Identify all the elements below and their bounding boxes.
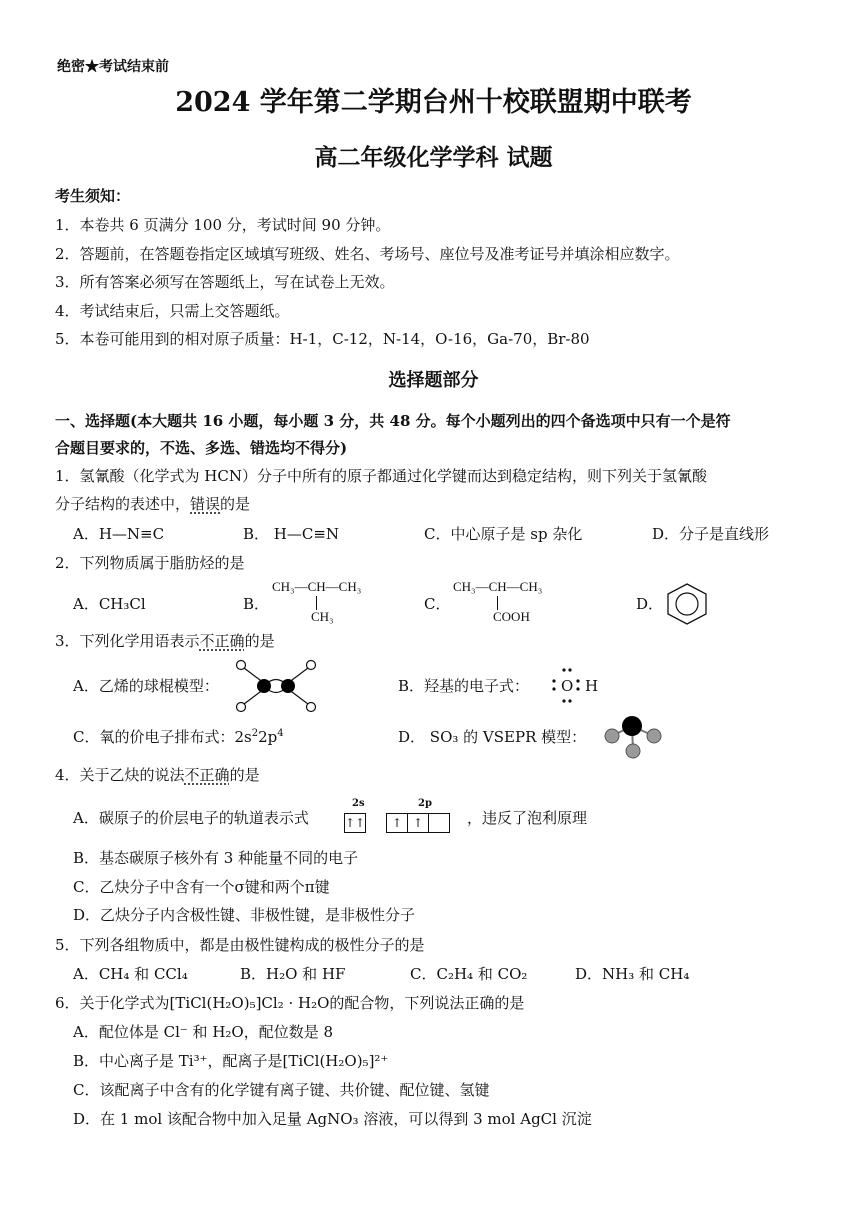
q4-option-a-tail: ，违反了泡利原理 (467, 809, 588, 827)
section-intro: 一、选择题(本大题共 16 小题，每小题 3 分，共 48 分。每个小题列出的四个备选项中只有一个是符 (55, 412, 731, 430)
bond-line (497, 596, 498, 610)
orbital-box-2p: ↑ ↑ (387, 812, 450, 833)
q1-option-b: B． H—C≡N (243, 525, 340, 543)
q6-option-d: D．在 1 mol 该配合物中加入足量 AgNO₃ 溶液，可以得到 3 mol AgCl 沉淀 (73, 1110, 592, 1128)
q1-option-a: A．H—N≡C (73, 525, 165, 543)
emphasis: 不正确 (199, 632, 245, 650)
ethylene-ball-stick-icon (232, 654, 320, 718)
q2-b-structure-top: CH₃—CH—CH₃ (272, 579, 362, 594)
orbital-label-2s: 2s (352, 798, 365, 809)
oxygen-symbol: O (561, 677, 574, 695)
notice-item: 4．考试结束后，只需上交答题纸。 (55, 302, 290, 320)
question-2-stem: 2．下列物质属于脂肪烃的是 (55, 554, 245, 572)
q3-option-d: D． SO₃ 的 VSEPR 模型： (398, 728, 587, 746)
q2-c-structure-top: CH₃—CH—CH₃ (453, 579, 543, 594)
q2-option-c: C． (424, 595, 451, 613)
notice-item: 2．答题前，在答题卷指定区域填写班级、姓名、考场号、座位号及准考证号并填涂相应数字。 (55, 245, 680, 263)
q1-option-d: D．分子是直线形 (652, 525, 770, 543)
question-6-stem: 6．关于化学式为[TiCl(H₂O)₅]Cl₂ · H₂O的配合物，下列说法正确的是 (55, 994, 525, 1012)
bond-line (316, 596, 317, 610)
q5-option-a: A．CH₄ 和 CCl₄ (73, 965, 188, 983)
question-1-stem: 1．氢氰酸（化学式为 HCN）分子中所有的原子都通过化学键而达到稳定结构，则下列关于氢氰酸 (55, 467, 707, 485)
q4-option-d: D．乙炔分子内含极性键、非极性键，是非极性分子 (73, 906, 416, 924)
so3-vsepr-model-icon (600, 712, 666, 762)
benzene-ring-icon (664, 582, 710, 626)
question-1-stem-2: 分子结构的表述中，错误的是 (55, 495, 251, 513)
emphasis: 不正确 (184, 766, 230, 784)
q2-option-b: B． (243, 595, 270, 613)
q4-option-a: A．碳原子的价层电子的轨道表示式 (73, 809, 309, 827)
q3-option-a: A．乙烯的球棍模型： (73, 677, 219, 695)
notice-item: 1．本卷共 6 页满分 100 分，考试时间 90 分钟。 (55, 216, 391, 234)
confidential-mark: 绝密★考试结束前 (57, 59, 169, 75)
notice-item: 3．所有答案必须写在答题纸上，写在试卷上无效。 (55, 273, 395, 291)
orbital-label-2p: 2p (418, 798, 432, 809)
q2-b-structure-bottom: CH₃ (311, 609, 334, 624)
q4-option-b: B．基态碳原子核外有 3 种能量不同的电子 (73, 849, 359, 867)
notice-item: 5．本卷可能用到的相对原子质量：H-1，C-12，N-14，O-16，Ga-70，Br-80 (55, 330, 590, 348)
question-3-stem: 3．下列化学用语表示不正确的是 (55, 632, 275, 650)
q2-option-d: D． (636, 595, 664, 613)
notice-heading: 考生须知： (55, 187, 131, 205)
shared-pair-dots-icon (573, 666, 583, 706)
question-5-stem: 5．下列各组物质中，都是由极性键构成的极性分子的是 (55, 936, 425, 954)
q6-option-b: B．中心离子是 Ti³⁺，配离子是[TiCl(H₂O)₅]²⁺ (73, 1052, 389, 1070)
orbital-box-2s: ↑↑ (345, 812, 366, 833)
q1-option-c: C．中心原子是 sp 杂化 (424, 525, 583, 543)
q2-c-structure-bottom: COOH (493, 609, 530, 624)
q5-option-d: D．NH₃ 和 CH₄ (575, 965, 690, 983)
q5-option-c: C．C₂H₄ 和 CO₂ (410, 965, 528, 983)
q6-option-c: C．该配离子中含有的化学键有离子键、共价键、配位键、氢键 (73, 1081, 490, 1099)
hydrogen-symbol: H (585, 677, 599, 695)
question-4-stem: 4．关于乙炔的说法不正确的是 (55, 766, 260, 784)
q4-option-c: C．乙炔分子中含有一个σ键和两个π键 (73, 878, 330, 896)
q6-option-a: A．配位体是 Cl⁻ 和 H₂O，配位数是 8 (73, 1023, 334, 1041)
exam-subtitle: 高二年级化学学科 试题 (314, 144, 553, 171)
exam-title: 2024 学年第二学期台州十校联盟期中联考 (175, 87, 692, 118)
section-title: 选择题部分 (388, 370, 479, 391)
lone-pair-dots-left-icon (548, 666, 560, 706)
q3-option-c: C．氧的价电子排布式：$2s^22p^4$ (73, 728, 284, 746)
q5-option-b: B．H₂O 和 HF (240, 965, 346, 983)
emphasis: 错误 (190, 495, 221, 513)
q2-option-a: A．CH₃Cl (73, 595, 146, 613)
section-intro: 合题目要求的，不选、多选、错选均不得分) (55, 439, 348, 457)
q3-option-b: B．羟基的电子式： (398, 677, 530, 695)
